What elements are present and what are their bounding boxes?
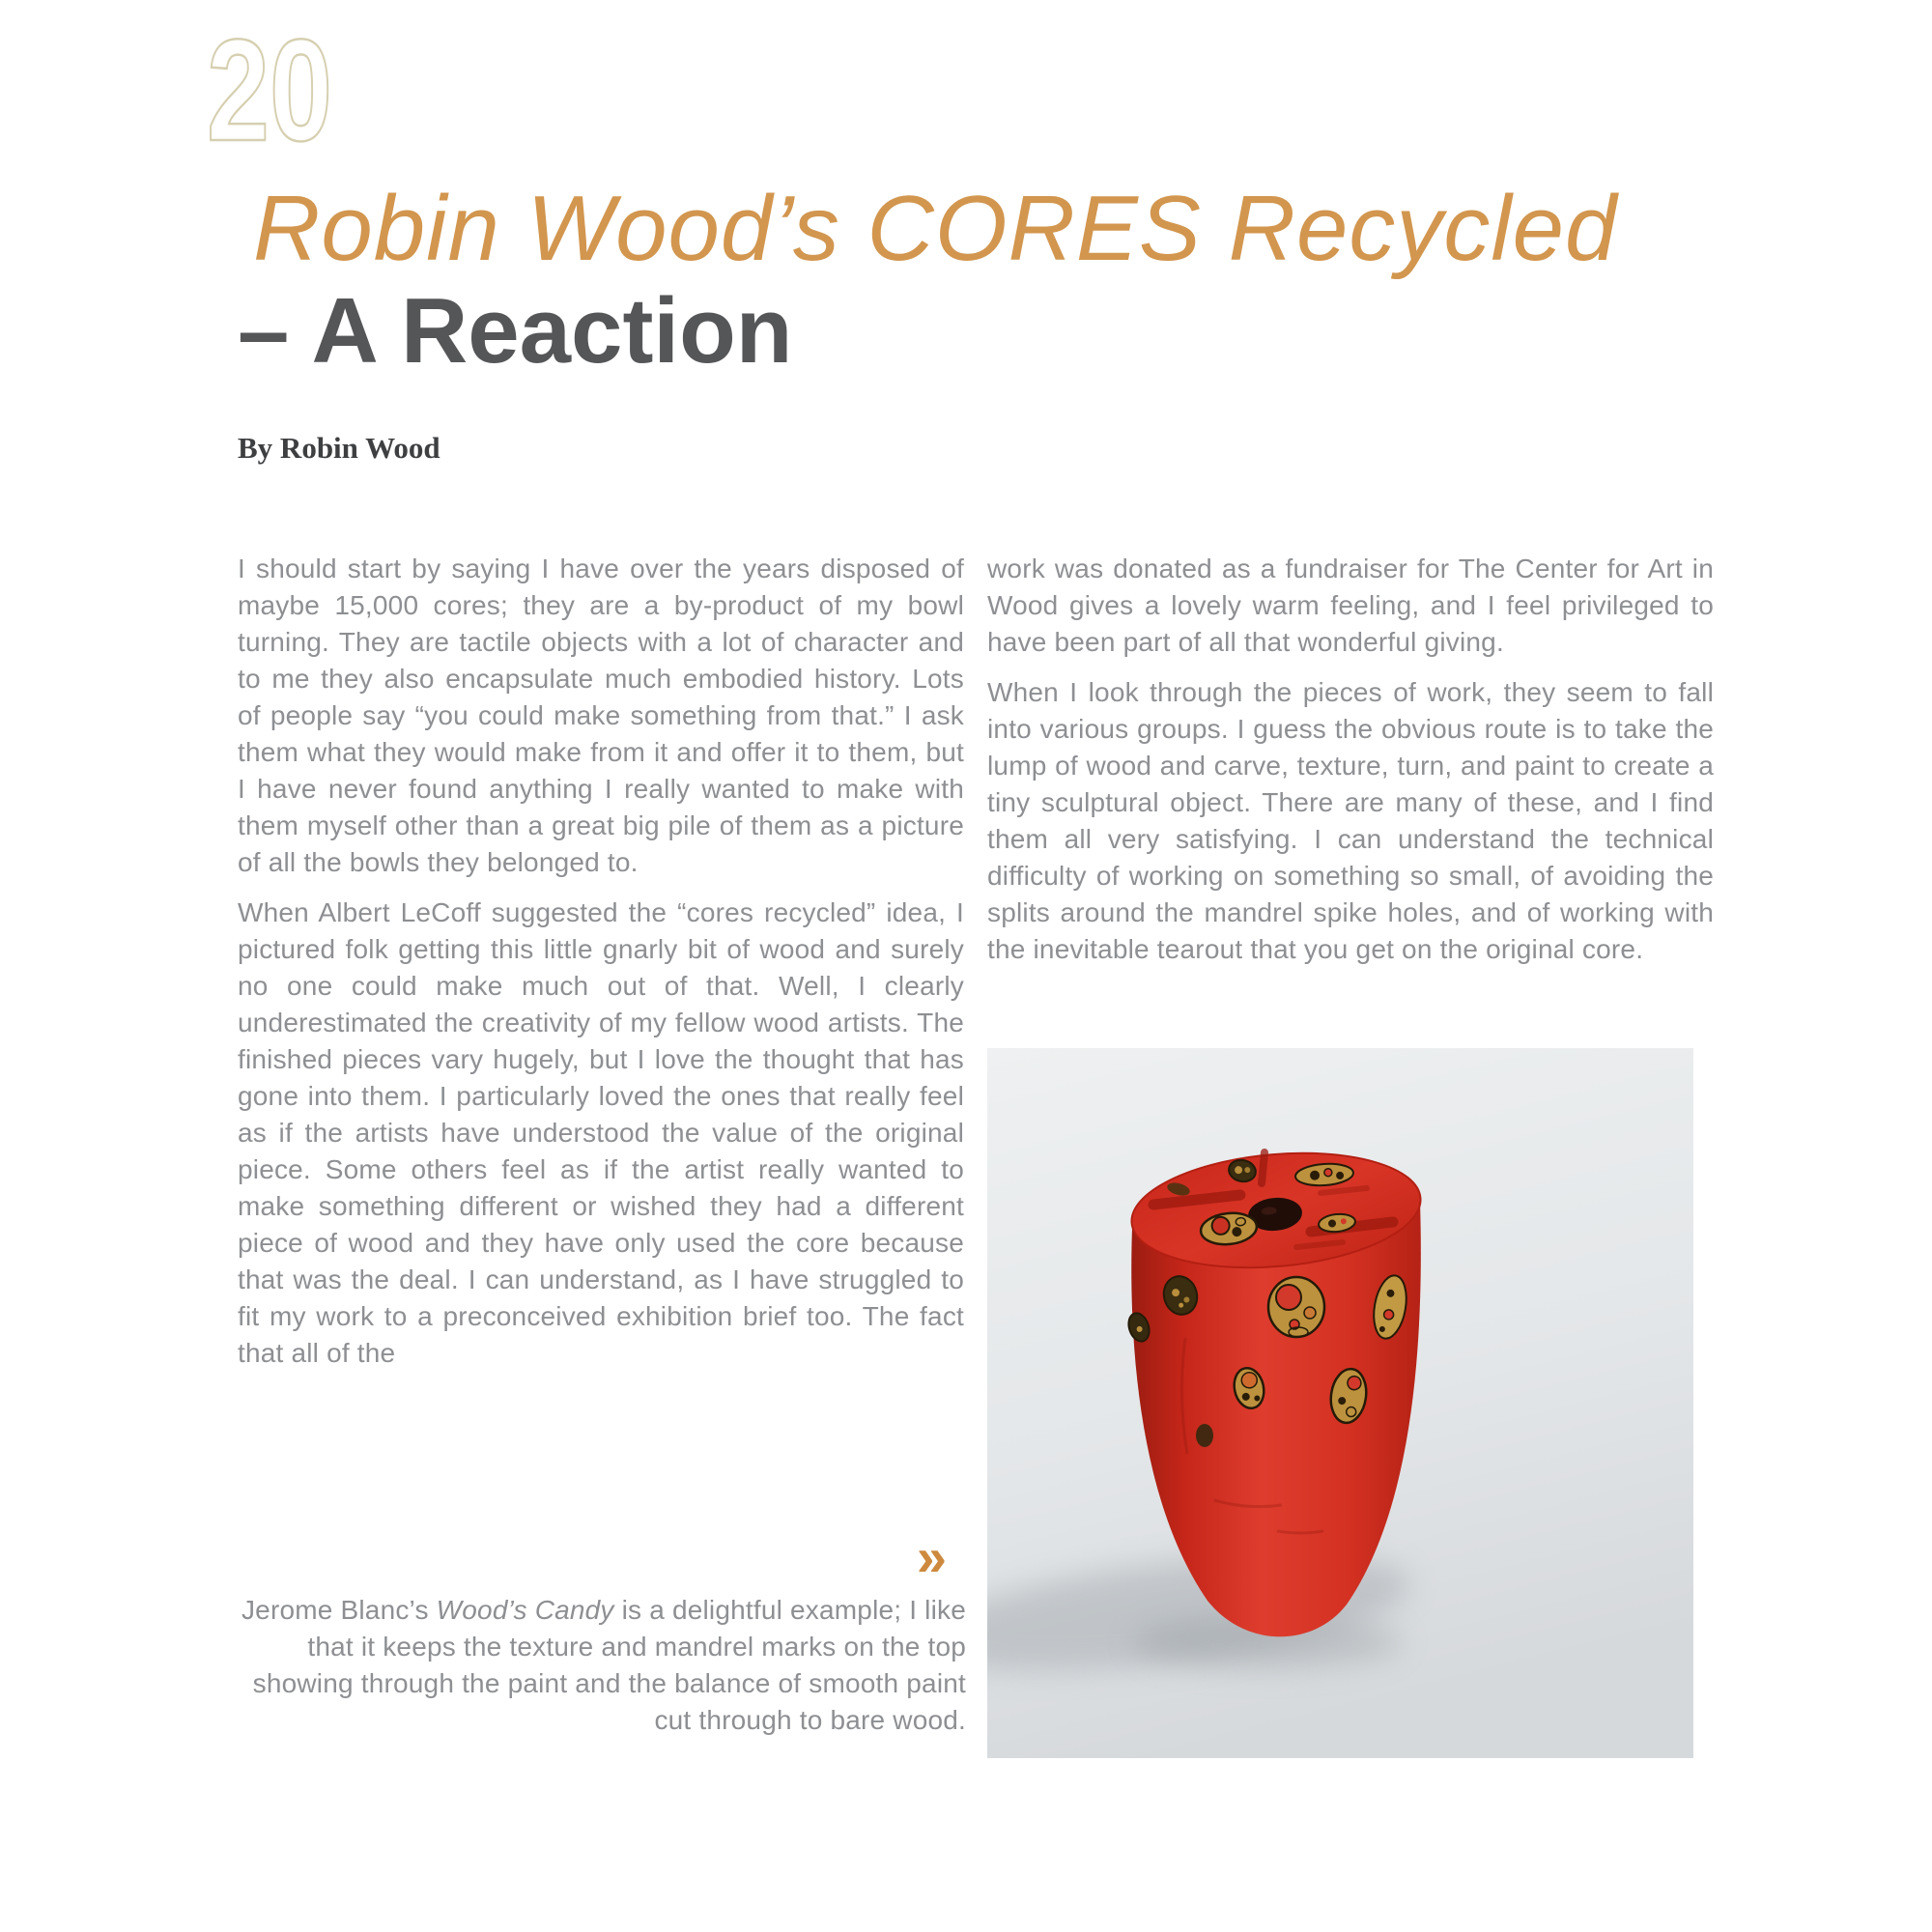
artwork-photo-graphic xyxy=(987,1048,1693,1758)
byline: By Robin Wood xyxy=(238,431,440,465)
page-title-line2: – A Reaction xyxy=(238,279,793,383)
body-paragraph: When I look through the pieces of work, they seem to fall into various groups. I guess the obvious route is to take the lump of wood and carve, texture, turn, and paint to create a tiny sculptural object. There are many of these, and I find them all very satisfying. I can understand the technical difficulty of working on something so small, of avoiding the splits around the mandrel spike holes, and of working with the inevitable tearout that you get on the original core. xyxy=(987,677,1714,964)
caption-text-before: Jerome Blanc’s xyxy=(241,1595,437,1625)
page-number-graphic xyxy=(205,29,417,164)
caption-text-after: is a delightful example; I like that it keeps the texture and mandrel marks on the top showing through the paint and the balance of smooth paint cut through to bare wood. xyxy=(252,1595,966,1735)
caption-work-title: Wood’s Candy xyxy=(436,1595,614,1625)
double-chevron-icon: » xyxy=(916,1526,945,1587)
photo-caption xyxy=(238,1592,966,1739)
body-paragraph: When Albert LeCoff suggested the “cores recycled” idea, I pictured folk getting this little gnarly bit of wood and surely no one could make much out of that. Well, I clearly underestimated the creativity of my fellow wood artists. The finished pieces vary hugely, but I love the thought that has gone into them. I particularly loved the ones that really feel as if the artists have understood the value of the original piece. Some others feel as if the artist really wanted to make something different or wished they had a different piece of wood and they have only used the core because that was the deal. I can understand, as I have struggled to fit my work to a preconceived exhibition brief too. The fact that all of the xyxy=(238,897,964,1368)
page-title-line1: Robin Wood’s CORES Recycled xyxy=(253,177,1618,280)
artwork-photo xyxy=(987,1048,1693,1758)
page-number-text: 20 xyxy=(207,29,332,164)
page-number xyxy=(205,29,417,164)
caption-marker-row xyxy=(238,1526,945,1587)
body-paragraph: I should start by saying I have over the years disposed of maybe 15,000 cores; they are a by-product of my bowl turning. They are tactile objects with a lot of character and to me they also encapsulate much embodied history. Lots of people say “you could make something from that.” I ask them what they would make from it and offer it to them, but I have never found anything I really wanted to make with them myself other than a great big pile of them as a picture of all the bowls they belonged to. xyxy=(238,554,964,877)
body-paragraph: work was donated as a fundraiser for The Center for Art in Wood gives a lovely warm feeling, and I feel privileged to have been part of all that wonderful giving. xyxy=(987,554,1714,657)
article-header xyxy=(238,176,1783,381)
left-column xyxy=(238,551,964,1372)
